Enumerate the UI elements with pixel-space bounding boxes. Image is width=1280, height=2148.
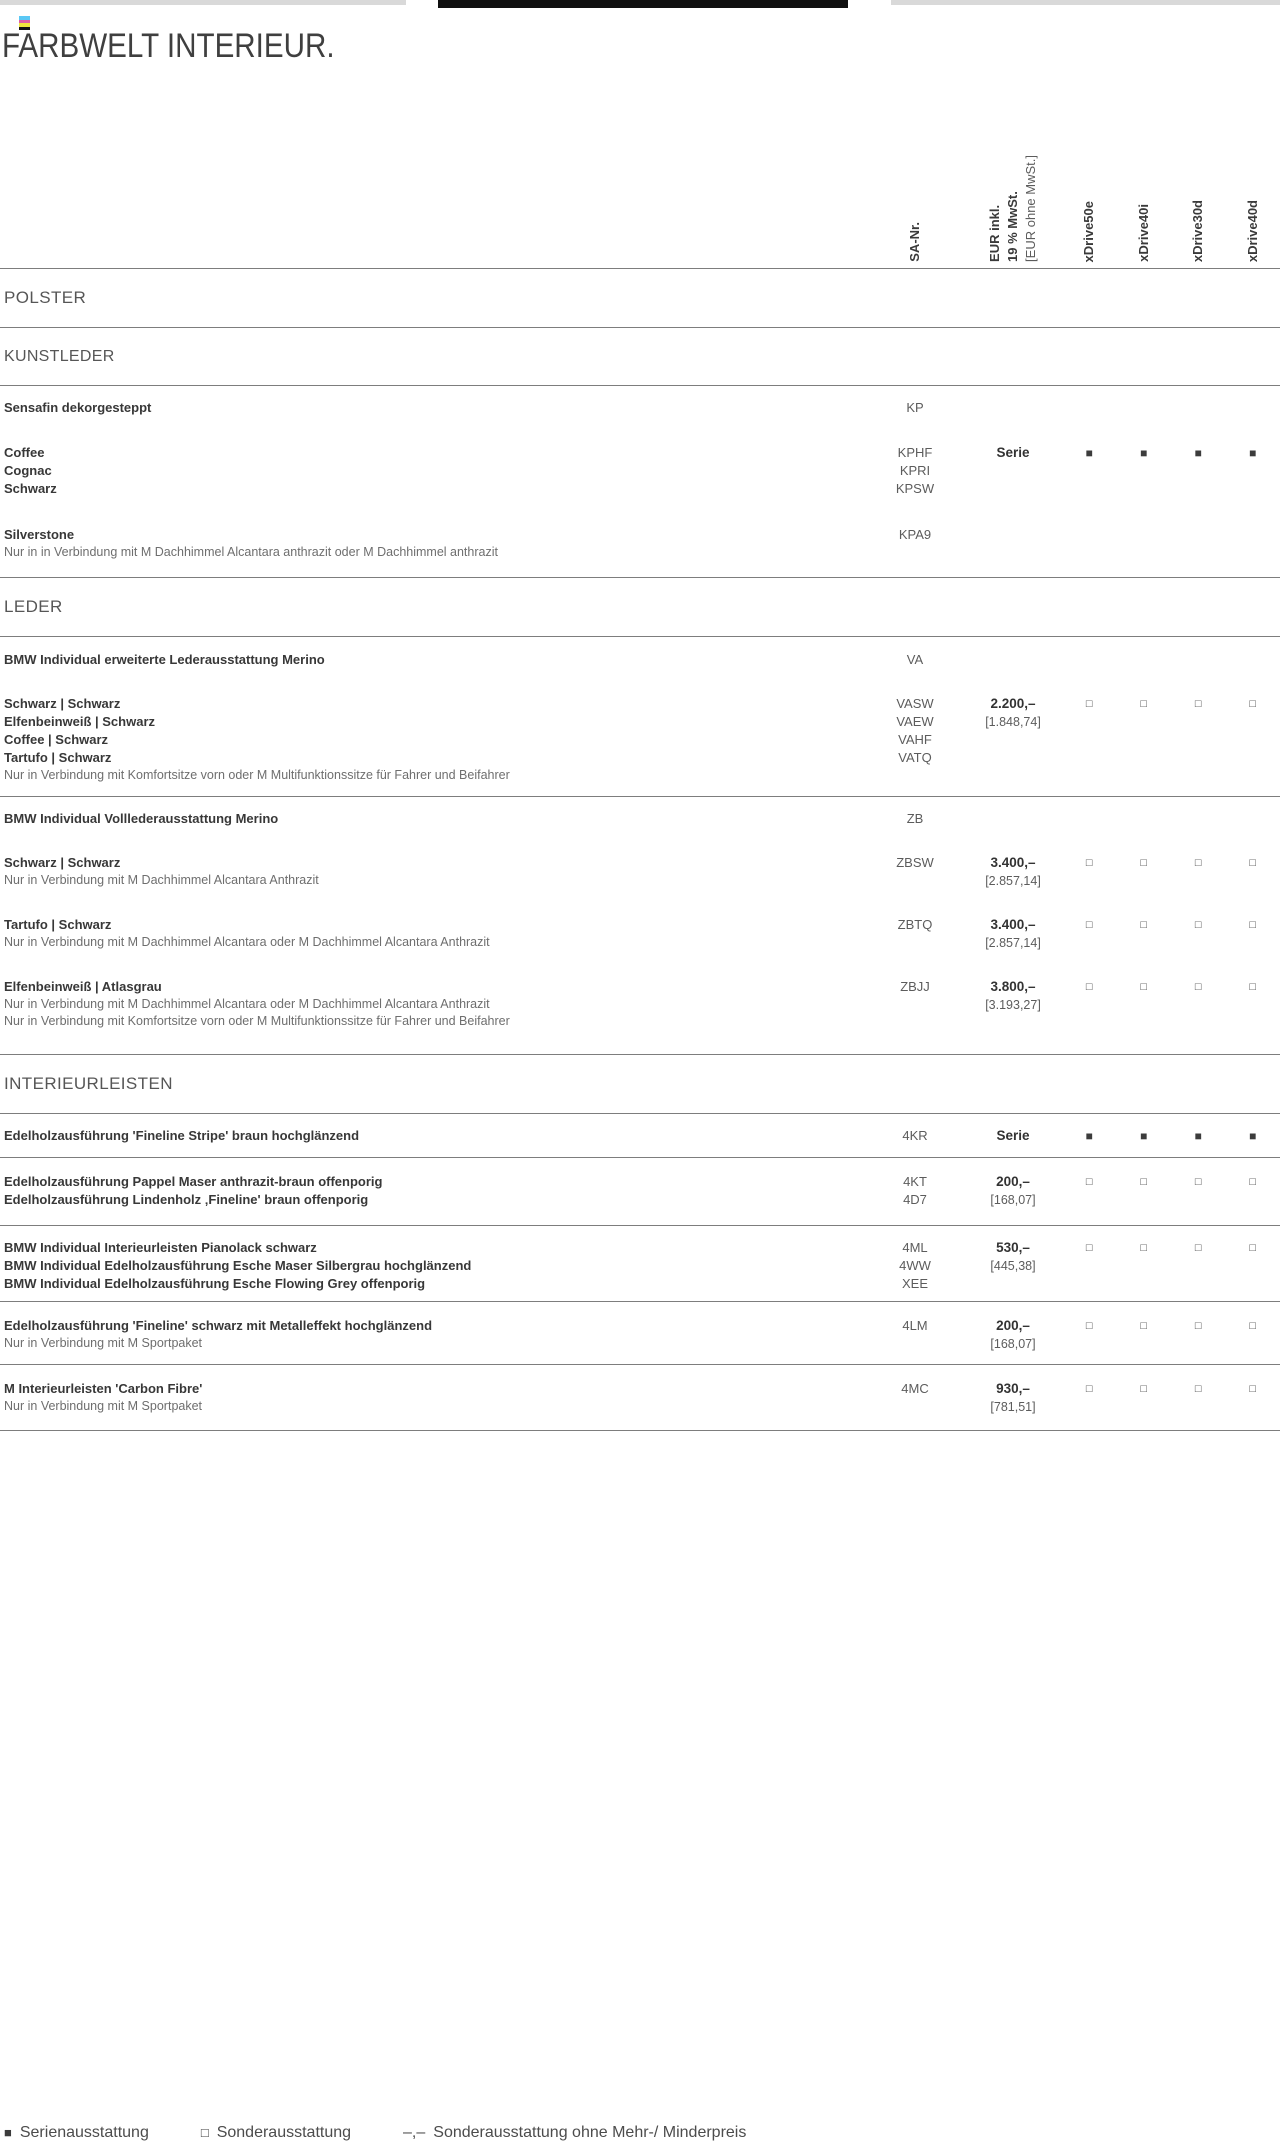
availability-mark: □ bbox=[1194, 919, 1202, 931]
group-leder-va bbox=[0, 637, 1280, 797]
price-value: 530,– bbox=[996, 1240, 1030, 1255]
option-label: BMW Individual Edelholzausführung Esche Maser Silbergrau hochglänzend bbox=[4, 1258, 472, 1273]
table-row bbox=[0, 797, 1280, 840]
availability-mark: ■ bbox=[1249, 446, 1257, 460]
availability-mark: □ bbox=[1194, 1320, 1202, 1332]
availability-mark: □ bbox=[1249, 857, 1257, 869]
availability-mark: □ bbox=[1194, 1176, 1202, 1188]
availability-mark: □ bbox=[1249, 1320, 1257, 1332]
group-4ml bbox=[0, 1226, 1280, 1302]
availability-mark: □ bbox=[1085, 857, 1093, 869]
table-row bbox=[0, 386, 1280, 430]
availability-mark: □ bbox=[1140, 1320, 1148, 1332]
availability-mark: □ bbox=[1085, 981, 1093, 993]
availability-mark: □ bbox=[1194, 981, 1202, 993]
table-row bbox=[0, 430, 1280, 510]
legend-item-sonder bbox=[201, 2124, 351, 2142]
availability-mark: □ bbox=[1085, 1176, 1093, 1188]
availability-mark: □ bbox=[1140, 1383, 1148, 1395]
availability-mark: ■ bbox=[1249, 1129, 1257, 1143]
price-net-value: [2.857,14] bbox=[985, 874, 1041, 888]
availability-mark: ■ bbox=[1194, 1129, 1202, 1143]
price-header-line2: 19 % MwSt. bbox=[1005, 191, 1020, 262]
price-net-value: [168,07] bbox=[990, 1193, 1036, 1207]
legend bbox=[4, 2124, 746, 2142]
availability-mark: □ bbox=[1140, 919, 1148, 931]
sa-code: 4ML 4WW XEE bbox=[899, 1240, 931, 1291]
legend-label: Serienausstattung bbox=[19, 2124, 149, 2141]
group-kunstleder bbox=[0, 386, 1280, 578]
price-value: 200,– bbox=[996, 1318, 1030, 1333]
group-4kt bbox=[0, 1158, 1280, 1226]
price-net-value: [2.857,14] bbox=[985, 936, 1041, 950]
price-header-line3: [EUR ohne MwSt.] bbox=[1023, 155, 1038, 262]
option-label: Coffee | Schwarz bbox=[4, 732, 109, 747]
table-row bbox=[0, 902, 1280, 964]
availability-mark: □ bbox=[1249, 981, 1257, 993]
dash-symbol: –,– bbox=[403, 2124, 426, 2141]
sa-code: VA bbox=[906, 652, 924, 667]
price-net-value: [168,07] bbox=[990, 1337, 1036, 1351]
option-label: Schwarz bbox=[4, 481, 57, 496]
option-label: Elfenbeinweiß | Atlasgrau bbox=[4, 979, 162, 994]
availability-mark: □ bbox=[1085, 1383, 1093, 1395]
legend-item-serie bbox=[4, 2124, 149, 2142]
section-header-polster: POLSTER bbox=[0, 269, 1280, 328]
table-row bbox=[0, 964, 1280, 1054]
availability-mark: □ bbox=[1085, 919, 1093, 931]
option-label: BMW Individual erweiterte Lederausstattung Merino bbox=[4, 652, 325, 667]
option-label: BMW Individual Volllederausstattung Merino bbox=[4, 811, 279, 826]
option-label: Coffee bbox=[4, 445, 45, 460]
option-label: Sensafin dekorgesteppt bbox=[4, 400, 152, 415]
table-row bbox=[0, 681, 1280, 796]
availability-mark: □ bbox=[1194, 1242, 1202, 1254]
availability-mark: □ bbox=[1194, 698, 1202, 710]
section-header-interieurleisten: INTERIEURLEISTEN bbox=[0, 1055, 1280, 1114]
availability-mark: □ bbox=[1249, 698, 1257, 710]
option-note: Nur in Verbindung mit M Dachhimmel Alcantara oder M Dachhimmel Alcantara Anthrazit bbox=[4, 935, 490, 949]
sa-code: KP bbox=[906, 400, 924, 415]
group-4lm bbox=[0, 1302, 1280, 1365]
group-4mc bbox=[0, 1365, 1280, 1431]
sa-code: 4KT 4D7 bbox=[903, 1174, 927, 1207]
availability-mark: □ bbox=[1249, 919, 1257, 931]
price-header-line1: EUR inkl. bbox=[987, 204, 1002, 262]
availability-mark: □ bbox=[1140, 1242, 1148, 1254]
price-value: 3.800,– bbox=[990, 979, 1036, 994]
section-header-kunstleder: KUNSTLEDER bbox=[0, 328, 1280, 386]
availability-mark: □ bbox=[1194, 857, 1202, 869]
column-header-xdrive40d: xDrive40d bbox=[1245, 199, 1260, 262]
option-label: Cognac bbox=[4, 463, 52, 478]
sa-code: 4KR bbox=[902, 1128, 928, 1143]
option-label: BMW Individual Edelholzausführung Esche Flowing Grey offenporig bbox=[4, 1276, 426, 1291]
sa-code: ZB bbox=[906, 811, 924, 826]
price-net-value: [781,51] bbox=[990, 1400, 1036, 1414]
table-row bbox=[0, 510, 1280, 577]
option-note: Nur in Verbindung mit Komfortsitze vorn oder M Multifunktionssitze für Fahrer und Beifahrer bbox=[4, 1014, 510, 1028]
option-note: Nur in Verbindung mit M Sportpaket bbox=[4, 1399, 203, 1413]
option-note: Nur in Verbindung mit M Sportpaket bbox=[4, 1336, 203, 1350]
option-label: Schwarz | Schwarz bbox=[4, 855, 121, 870]
availability-mark: □ bbox=[1085, 1320, 1093, 1332]
table-row bbox=[0, 1114, 1280, 1157]
price-value: Serie bbox=[996, 1128, 1030, 1143]
option-label: Tartufo | Schwarz bbox=[4, 917, 112, 932]
filled-square-icon: ■ bbox=[4, 2125, 12, 2140]
availability-mark: ■ bbox=[1085, 446, 1093, 460]
option-label: Edelholzausführung Pappel Maser anthrazit-braun offenporig bbox=[4, 1174, 383, 1189]
column-header-xdrive40i: xDrive40i bbox=[1136, 204, 1151, 262]
availability-mark: □ bbox=[1249, 1176, 1257, 1188]
availability-mark: □ bbox=[1140, 981, 1148, 993]
price-net-value: [3.193,27] bbox=[985, 998, 1041, 1012]
availability-mark: □ bbox=[1194, 1383, 1202, 1395]
group-4kr bbox=[0, 1114, 1280, 1158]
sa-code: 4LM bbox=[902, 1318, 928, 1333]
page-title: FARBWELT INTERIEUR. bbox=[2, 27, 335, 65]
availability-mark: □ bbox=[1085, 1242, 1093, 1254]
price-net-value: [1.848,74] bbox=[985, 715, 1041, 729]
table-row bbox=[0, 840, 1280, 902]
availability-mark: ■ bbox=[1194, 446, 1202, 460]
table-row bbox=[0, 1158, 1280, 1225]
option-note: Nur in Verbindung mit Komfortsitze vorn oder M Multifunktionssitze für Fahrer und Beifahrer bbox=[4, 768, 510, 782]
legend-item-ohne-preis bbox=[403, 2124, 746, 2142]
column-header-price bbox=[986, 155, 1040, 262]
option-label: Edelholzausführung 'Fineline Stripe' braun hochglänzend bbox=[4, 1128, 360, 1143]
sa-code: VASW VAEW VAHF VATQ bbox=[896, 696, 934, 765]
availability-mark: □ bbox=[1249, 1242, 1257, 1254]
sa-code: KPA9 bbox=[898, 527, 932, 542]
table-row bbox=[0, 1226, 1280, 1301]
availability-mark: □ bbox=[1249, 1383, 1257, 1395]
availability-mark: □ bbox=[1140, 698, 1148, 710]
legend-label: Sonderausstattung bbox=[216, 2124, 352, 2141]
price-value: 2.200,– bbox=[990, 696, 1036, 711]
option-label: Elfenbeinweiß | Schwarz bbox=[4, 714, 156, 729]
empty-square-icon: □ bbox=[200, 2125, 209, 2140]
table-row bbox=[0, 1302, 1280, 1364]
option-label: M Interieurleisten 'Carbon Fibre' bbox=[4, 1381, 203, 1396]
price-value: 3.400,– bbox=[990, 917, 1036, 932]
price-value: 930,– bbox=[996, 1381, 1030, 1396]
availability-mark: □ bbox=[1085, 698, 1093, 710]
option-note: Nur in Verbindung mit M Dachhimmel Alcantara oder M Dachhimmel Alcantara Anthrazit bbox=[4, 997, 490, 1011]
sa-code: KPHF KPRI KPSW bbox=[895, 445, 935, 496]
option-label: Tartufo | Schwarz bbox=[4, 750, 112, 765]
section-header-leder: LEDER bbox=[0, 578, 1280, 637]
option-label: Edelholzausführung 'Fineline' schwarz mit Metalleffekt hochglänzend bbox=[4, 1318, 433, 1333]
table-row bbox=[0, 1365, 1280, 1430]
option-label: Silverstone bbox=[4, 527, 75, 542]
group-leder-zb bbox=[0, 797, 1280, 1055]
column-header-xdrive30d: xDrive30d bbox=[1190, 199, 1205, 262]
availability-mark: ■ bbox=[1140, 446, 1148, 460]
availability-mark: ■ bbox=[1085, 1129, 1093, 1143]
sa-code: 4MC bbox=[901, 1381, 929, 1396]
sa-code: ZBJJ bbox=[900, 979, 930, 994]
option-note: Nur in Verbindung mit M Dachhimmel Alcantara Anthrazit bbox=[4, 873, 319, 887]
sa-code: ZBSW bbox=[896, 855, 934, 870]
sa-code: ZBTQ bbox=[897, 917, 933, 932]
legend-label: Sonderausstattung ohne Mehr-/ Minderpreis bbox=[433, 2124, 747, 2141]
table-row bbox=[0, 637, 1280, 681]
column-header-sa-nr: SA-Nr. bbox=[907, 222, 922, 262]
option-note: Nur in in Verbindung mit M Dachhimmel Alcantara anthrazit oder M Dachhimmel anthrazit bbox=[4, 545, 498, 559]
price-value: 200,– bbox=[996, 1174, 1030, 1189]
availability-mark: □ bbox=[1140, 857, 1148, 869]
option-label: Schwarz | Schwarz bbox=[4, 696, 121, 711]
price-value: Serie bbox=[996, 445, 1030, 460]
availability-mark: ■ bbox=[1140, 1129, 1148, 1143]
option-label: Edelholzausführung Lindenholz ‚Fineline' braun offenporig bbox=[4, 1192, 369, 1207]
column-header-xdrive50e: xDrive50e bbox=[1081, 200, 1096, 262]
price-net-value: [445,38] bbox=[990, 1259, 1036, 1273]
option-label: BMW Individual Interieurleisten Pianolack schwarz bbox=[4, 1240, 317, 1255]
price-value: 3.400,– bbox=[990, 855, 1036, 870]
table-header bbox=[0, 0, 1280, 269]
availability-mark: □ bbox=[1140, 1176, 1148, 1188]
